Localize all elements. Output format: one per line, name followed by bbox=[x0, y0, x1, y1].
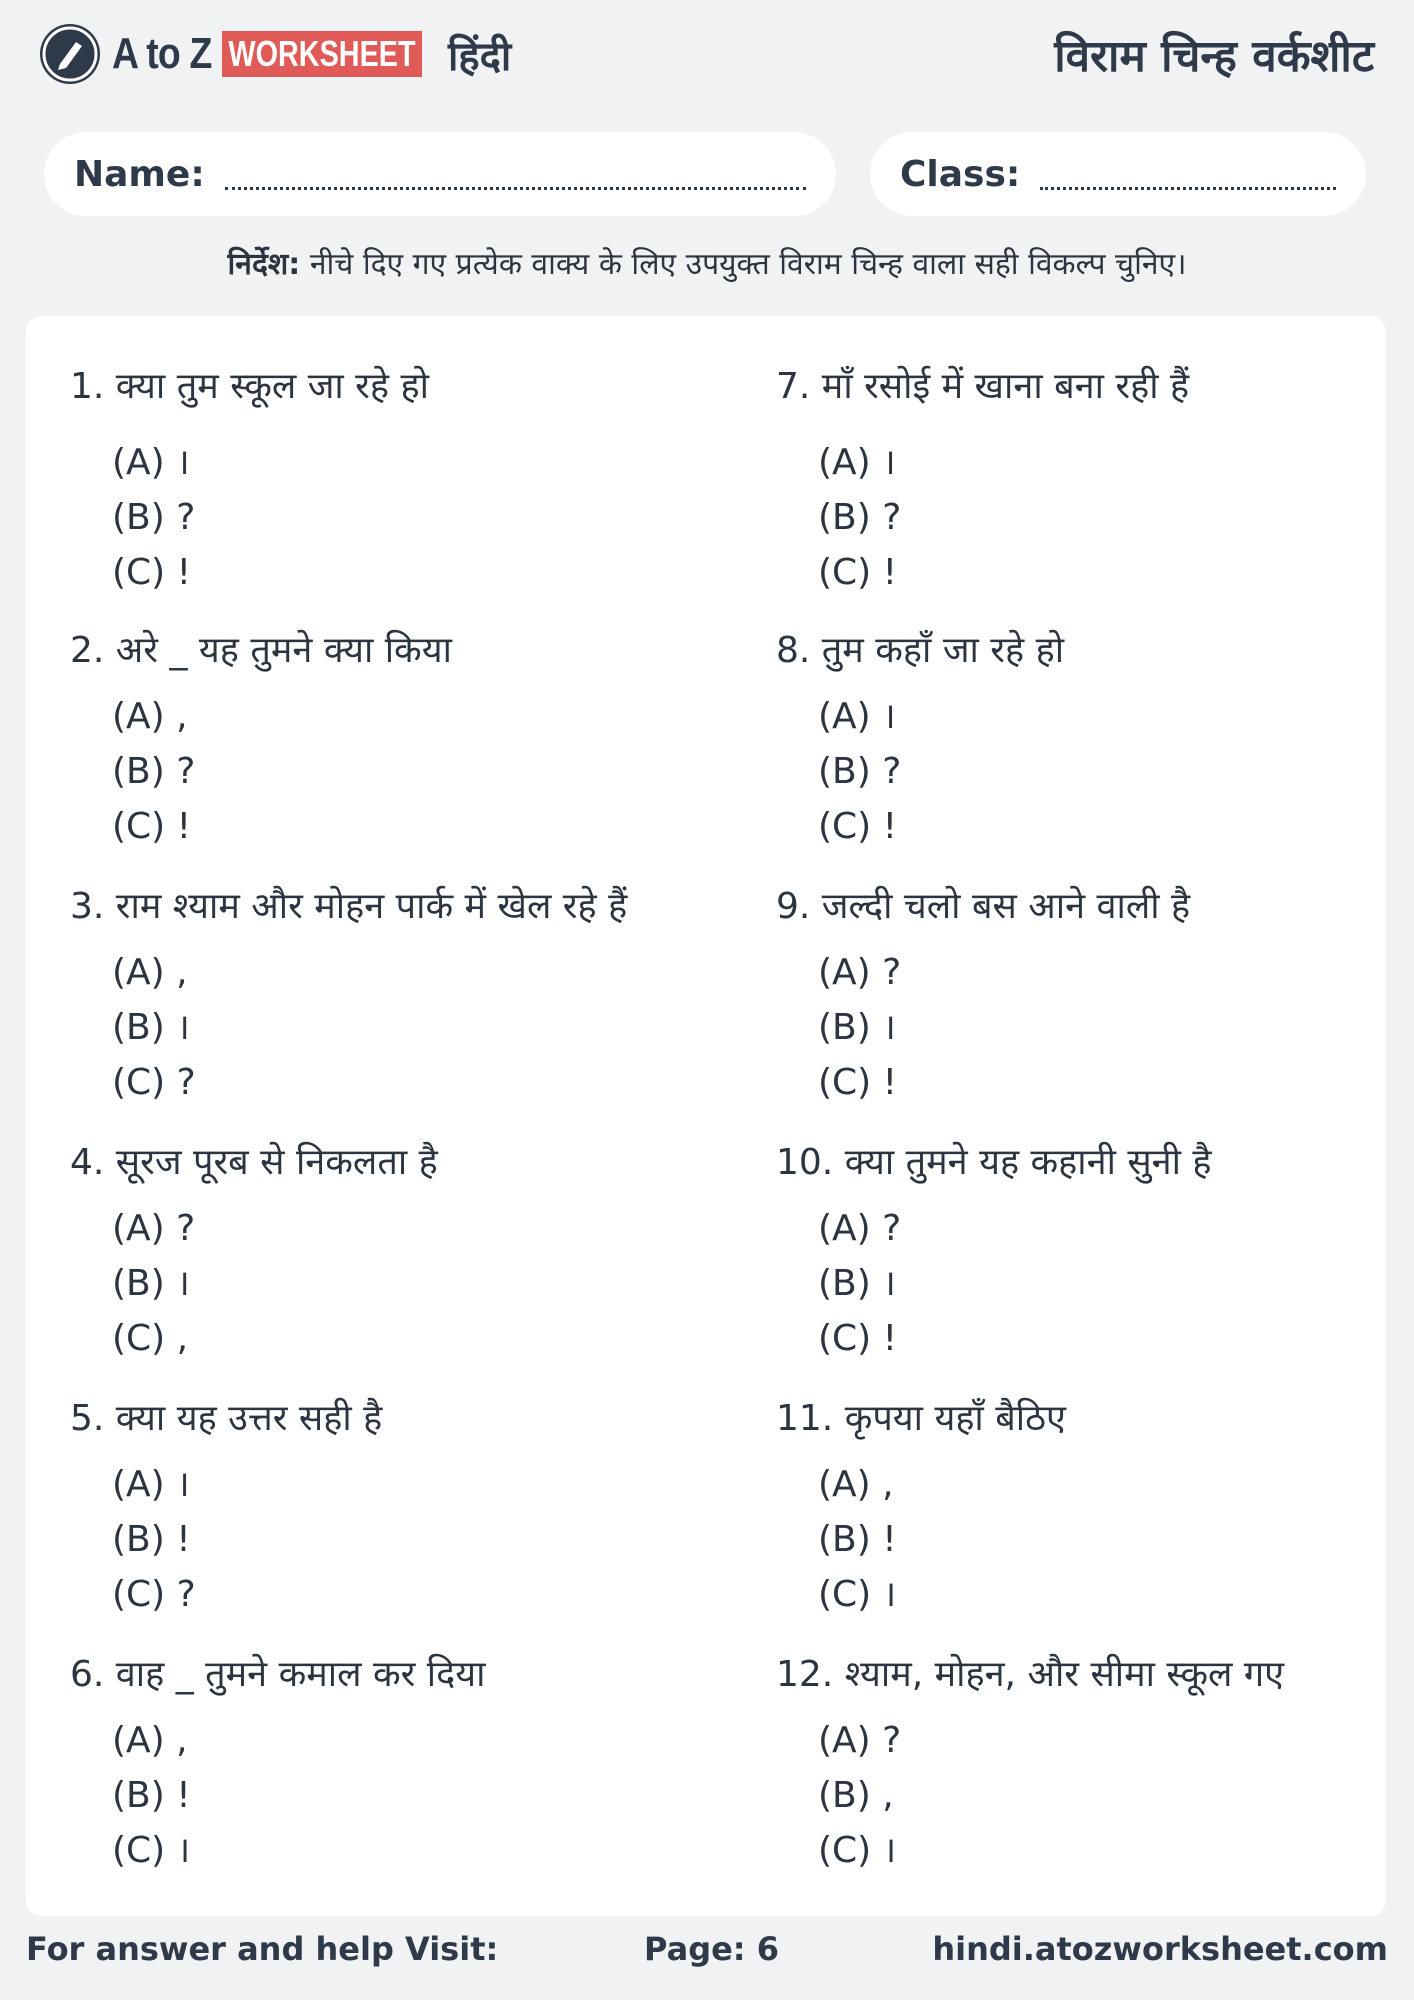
question-text: 6. वाह _ तुमने कमाल कर दिया bbox=[70, 1654, 486, 1695]
option-c[interactable]: (C) ! bbox=[112, 552, 192, 593]
option-b[interactable]: (B) ! bbox=[112, 1519, 191, 1560]
option-c[interactable]: (C) ! bbox=[818, 1062, 898, 1103]
option-a[interactable]: (A) , bbox=[112, 1720, 188, 1761]
pen-icon bbox=[40, 24, 100, 84]
option-b[interactable]: (B) ! bbox=[112, 1775, 191, 1816]
option-a[interactable]: (A) ? bbox=[112, 1208, 196, 1249]
question-10 bbox=[776, 1136, 1414, 1366]
option-c[interactable]: (C) ! bbox=[818, 1318, 898, 1359]
option-a[interactable]: (A) । bbox=[112, 442, 190, 483]
option-c[interactable]: (C) । bbox=[818, 1574, 897, 1615]
website-link[interactable]: hindi.atozworksheet.com bbox=[932, 1930, 1388, 1968]
option-c[interactable]: (C) ! bbox=[818, 552, 898, 593]
logo bbox=[40, 24, 511, 84]
class-line[interactable] bbox=[1040, 187, 1336, 190]
option-a[interactable]: (A) , bbox=[818, 1464, 894, 1505]
question-text: 7. माँ रसोई में खाना बना रही हैं bbox=[776, 366, 1190, 407]
option-b[interactable]: (B) ? bbox=[112, 751, 196, 792]
question-7 bbox=[776, 360, 1414, 600]
option-b[interactable]: (B) । bbox=[112, 1007, 190, 1048]
option-c[interactable]: (C) । bbox=[112, 1830, 191, 1871]
logo-language: हिंदी bbox=[448, 33, 512, 80]
question-8 bbox=[776, 624, 1414, 854]
instruction-text: नीचे दिए गए प्रत्येक वाक्य के लिए उपयुक्त विराम चिन्ह वाला सही विकल्प चुनिए। bbox=[300, 247, 1187, 282]
option-c[interactable]: (C) ? bbox=[112, 1574, 196, 1615]
option-b[interactable]: (B) । bbox=[112, 1263, 190, 1304]
question-text: 11. कृपया यहाँ बैठिए bbox=[776, 1398, 1066, 1439]
question-6 bbox=[70, 1648, 710, 1878]
option-a[interactable]: (A) , bbox=[112, 696, 188, 737]
logo-text: A to Z bbox=[112, 29, 212, 78]
option-c[interactable]: (C) ! bbox=[112, 806, 192, 847]
logo-badge: WORKSHEET bbox=[222, 31, 422, 77]
option-a[interactable]: (A) ? bbox=[818, 1720, 902, 1761]
instruction bbox=[0, 242, 1414, 283]
question-text: 10. क्या तुमने यह कहानी सुनी है bbox=[776, 1142, 1212, 1183]
footer-help-text: For answer and help Visit: bbox=[26, 1930, 499, 1968]
question-text: 1. क्या तुम स्कूल जा रहे हो bbox=[70, 366, 429, 407]
footer bbox=[26, 1930, 1388, 1980]
header bbox=[40, 18, 1374, 90]
option-b[interactable]: (B) । bbox=[818, 1007, 896, 1048]
option-a[interactable]: (A) । bbox=[818, 696, 896, 737]
instruction-label: निर्देश: bbox=[227, 247, 301, 282]
question-text: 4. सूरज पूरब से निकलता है bbox=[70, 1142, 438, 1183]
option-a[interactable]: (A) । bbox=[818, 442, 896, 483]
question-text: 3. राम श्याम और मोहन पार्क में खेल रहे हैं bbox=[70, 886, 628, 927]
questions-card bbox=[26, 316, 1386, 1916]
question-1 bbox=[70, 360, 710, 600]
name-line[interactable] bbox=[225, 187, 806, 190]
option-a[interactable]: (A) । bbox=[112, 1464, 190, 1505]
question-text: 5. क्या यह उत्तर सही है bbox=[70, 1398, 383, 1439]
class-field[interactable] bbox=[870, 132, 1366, 216]
option-c[interactable]: (C) ! bbox=[818, 806, 898, 847]
name-field[interactable] bbox=[44, 132, 836, 216]
option-a[interactable]: (A) ? bbox=[818, 952, 902, 993]
option-c[interactable]: (C) । bbox=[818, 1830, 897, 1871]
option-b[interactable]: (B) ? bbox=[818, 497, 902, 538]
question-2 bbox=[70, 624, 710, 854]
option-a[interactable]: (A) , bbox=[112, 952, 188, 993]
name-label: Name: bbox=[74, 153, 205, 195]
question-text: 9. जल्दी चलो बस आने वाली है bbox=[776, 886, 1191, 927]
option-b[interactable]: (B) ! bbox=[818, 1519, 897, 1560]
question-9 bbox=[776, 880, 1414, 1110]
class-label: Class: bbox=[900, 153, 1021, 195]
option-a[interactable]: (A) ? bbox=[818, 1208, 902, 1249]
option-b[interactable]: (B) ? bbox=[112, 497, 196, 538]
page-number: Page: 6 bbox=[644, 1930, 779, 1968]
question-text: 8. तुम कहाँ जा रहे हो bbox=[776, 630, 1065, 671]
question-text: 2. अरे _ यह तुमने क्या किया bbox=[70, 630, 452, 671]
option-b[interactable]: (B) ? bbox=[818, 751, 902, 792]
question-5 bbox=[70, 1392, 710, 1622]
option-c[interactable]: (C) , bbox=[112, 1318, 189, 1359]
question-11 bbox=[776, 1392, 1414, 1622]
option-b[interactable]: (B) , bbox=[818, 1775, 894, 1816]
question-text: 12. श्याम, मोहन, और सीमा स्कूल गए bbox=[776, 1654, 1285, 1695]
option-c[interactable]: (C) ? bbox=[112, 1062, 196, 1103]
question-3 bbox=[70, 880, 710, 1110]
page-title: विराम चिन्ह वर्कशीट bbox=[1054, 31, 1374, 82]
question-4 bbox=[70, 1136, 710, 1366]
question-12 bbox=[776, 1648, 1414, 1878]
option-b[interactable]: (B) । bbox=[818, 1263, 896, 1304]
